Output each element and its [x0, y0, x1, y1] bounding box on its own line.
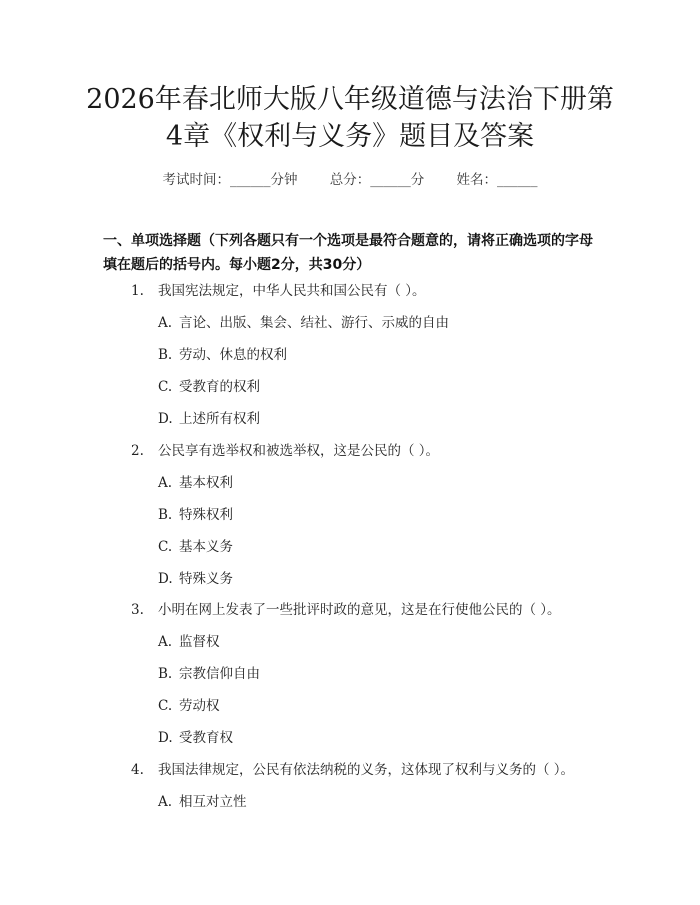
question-3-option-a [158, 633, 220, 651]
question-number: 3. [131, 602, 144, 618]
option-letter: D. [158, 730, 173, 746]
question-3-option-d [158, 729, 233, 747]
option-text: 基本权利 [179, 475, 233, 491]
question-text: 我国宪法规定，中华人民共和国公民有（ ）。 [158, 283, 426, 299]
option-letter: D. [158, 411, 173, 427]
option-text: 宗教信仰自由 [179, 666, 260, 682]
name-blank: ______ [497, 172, 538, 188]
question-1-option-d [158, 410, 260, 428]
section-heading-line-2: 填在题后的括号内。每小题2分，共30分） [103, 257, 371, 273]
option-letter: C. [158, 539, 173, 555]
exam-info [0, 168, 700, 188]
question-1-option-a [158, 314, 449, 332]
time-unit: 分钟 [270, 172, 298, 188]
question-3 [131, 601, 561, 619]
score-blank: ______ [370, 172, 411, 188]
time-label: 考试时间： [162, 172, 230, 188]
question-3-option-c [158, 697, 220, 715]
option-text: 言论、出版、集会、结社、游行、示威的自由 [179, 315, 449, 331]
option-text: 受教育权 [179, 730, 233, 746]
question-2-option-b [158, 506, 233, 524]
question-4 [131, 761, 574, 779]
question-2-option-a [158, 474, 233, 492]
option-text: 上述所有权利 [179, 411, 260, 427]
question-text: 公民享有选举权和被选举权，这是公民的（ ）。 [158, 443, 440, 459]
option-text: 特殊义务 [179, 571, 233, 587]
time-blank: ______ [229, 172, 271, 188]
section-heading-line-1: 一、单项选择题（下列各题只有一个选项是最符合题意的，请将正确选项的字母 [103, 233, 593, 249]
question-number: 1. [131, 283, 144, 299]
question-2-option-d [158, 570, 233, 588]
option-letter: A. [158, 794, 173, 810]
question-number: 2. [131, 443, 144, 459]
question-text: 小明在网上发表了一些批评时政的意见，这是在行使他公民的（ ）。 [158, 602, 561, 618]
option-text: 相互对立性 [179, 794, 247, 810]
option-letter: C. [158, 698, 173, 714]
option-letter: B. [158, 347, 173, 363]
option-text: 劳动、休息的权利 [179, 347, 287, 363]
question-3-option-b [158, 665, 260, 683]
option-text: 特殊权利 [179, 507, 233, 523]
question-1-option-b [158, 346, 287, 364]
option-text: 劳动权 [179, 698, 220, 714]
score-unit: 分 [410, 172, 425, 188]
option-text: 监督权 [179, 634, 220, 650]
question-4-option-a [158, 793, 247, 811]
score-label: 总分： [329, 172, 371, 188]
document-title-line-2: 4章《权利与义务》题目及答案 [165, 121, 535, 152]
option-letter: A. [158, 475, 173, 491]
question-2 [131, 442, 439, 460]
option-letter: A. [158, 634, 173, 650]
question-text: 我国法律规定，公民有依法纳税的义务，这体现了权利与义务的（ ）。 [158, 762, 575, 778]
question-2-option-c [158, 538, 233, 556]
option-letter: D. [158, 571, 173, 587]
option-text: 受教育的权利 [179, 379, 260, 395]
option-letter: B. [158, 666, 173, 682]
option-letter: B. [158, 507, 173, 523]
question-1-option-c [158, 378, 260, 396]
question-number: 4. [131, 762, 144, 778]
option-letter: C. [158, 379, 173, 395]
option-text: 基本义务 [179, 539, 233, 555]
section-heading [103, 229, 623, 277]
document-title-line-1: 2026年春北师大版八年级道德与法治下册第 [86, 84, 614, 115]
option-letter: A. [158, 315, 173, 331]
question-1 [131, 282, 426, 300]
name-label: 姓名： [456, 172, 498, 188]
